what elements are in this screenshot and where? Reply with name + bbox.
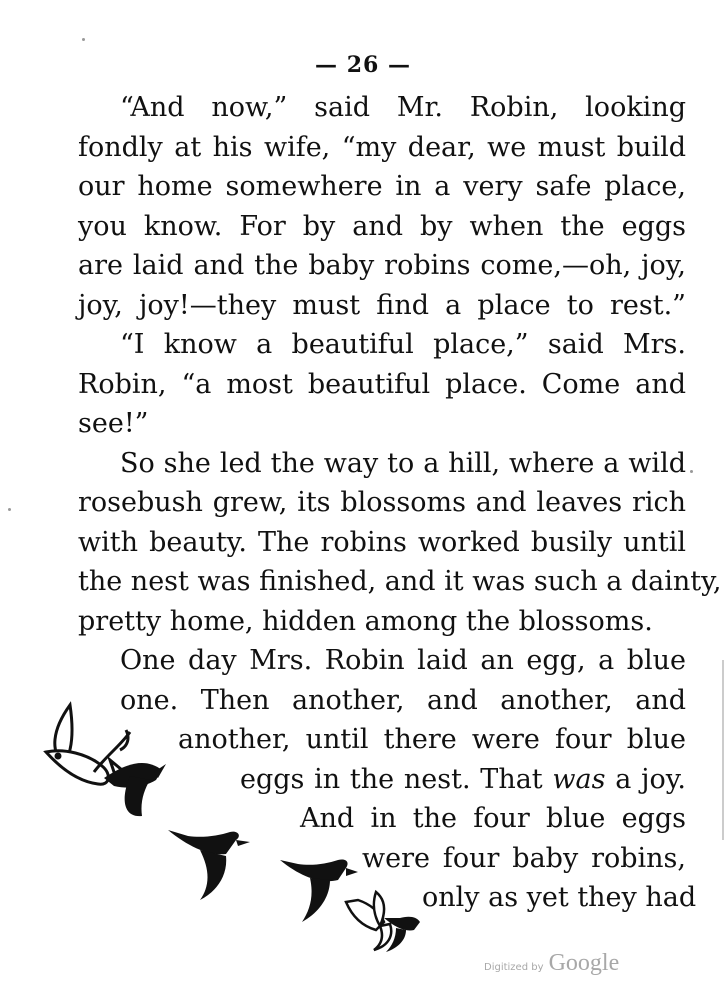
- text-line: were four baby robins,: [362, 843, 686, 874]
- black-bird-icon: [280, 859, 358, 922]
- text-line: with beauty. The robins worked busily until: [78, 527, 686, 558]
- text-line: “I know a beautiful place,” said Mrs.: [120, 329, 686, 360]
- text-line: joy, joy!—they must find a place to rest.”: [78, 290, 686, 321]
- watermark-brand: Google: [548, 950, 620, 976]
- text-line: another, until there were four blue: [178, 724, 686, 755]
- page-number: — 26 —: [315, 52, 411, 78]
- emphasized-word: was: [552, 764, 606, 795]
- watermark-prefix: Digitized by: [484, 962, 544, 973]
- text-line: rosebush grew, its blossoms and leaves rich: [78, 487, 686, 518]
- text-line: And in the four blue eggs: [300, 803, 686, 834]
- robin-illustration: [40, 690, 430, 960]
- text-line: Robin, “a most beautiful place. Come and: [78, 369, 686, 400]
- text-line: “And now,” said Mr. Robin, looking: [120, 92, 686, 123]
- text-line: So she led the way to a hill, where a wild: [120, 448, 686, 479]
- page-edge-line: [722, 660, 724, 840]
- digitized-watermark: [484, 950, 619, 977]
- text-line: see!”: [78, 408, 149, 439]
- text-line: our home somewhere in a very safe place,: [78, 171, 686, 202]
- text-line: the nest was finished, and it was such a dainty,: [78, 566, 722, 597]
- page-speck: [8, 508, 11, 511]
- page-speck: [82, 38, 85, 41]
- text-line: pretty home, hidden among the blossoms.: [78, 606, 653, 637]
- page-speck: [690, 470, 693, 473]
- text-segment: eggs in the nest. That: [240, 764, 543, 795]
- text-line: are laid and the baby robins come,—oh, joy,: [78, 250, 686, 281]
- text-line: one. Then another, and another, and: [120, 685, 686, 716]
- black-bird-icon: [168, 830, 250, 900]
- text-line: you know. For by and by when the eggs: [78, 211, 686, 242]
- text-line: One day Mrs. Robin laid an egg, a blue: [120, 645, 686, 676]
- outline-bird-icon: [346, 892, 391, 950]
- text-segment: a joy.: [615, 764, 686, 795]
- text-line: only as yet they had: [422, 882, 697, 913]
- text-line: fondly at his wife, “my dear, we must build: [78, 132, 686, 163]
